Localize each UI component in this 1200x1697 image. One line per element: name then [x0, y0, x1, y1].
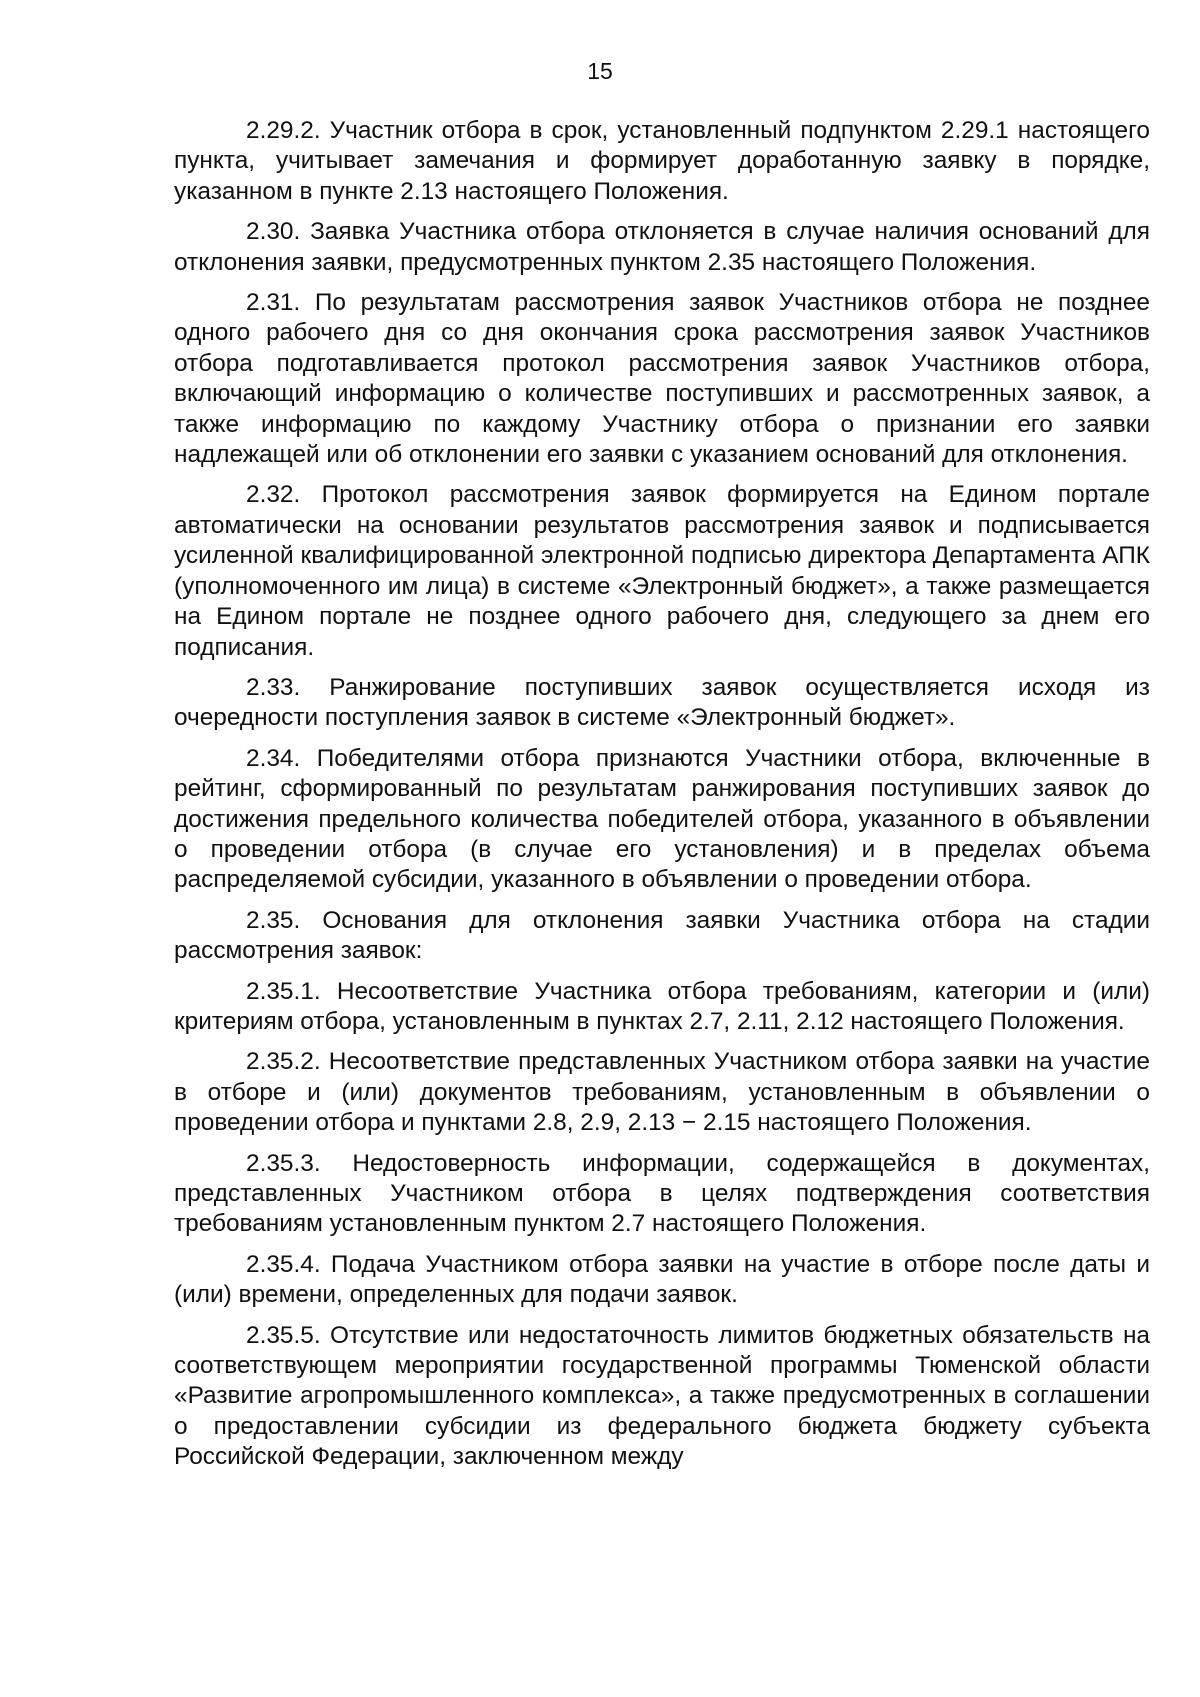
paragraph-2-30: 2.30. Заявка Участника отбора отклоняется в случае наличия оснований для отклонения заявки, предусмотренных пунктом 2.35 настоящего Положения. [174, 218, 1150, 276]
paragraph-2-29-2: 2.29.2. Участник отбора в срок, установленный подпунктом 2.29.1 настоящего пункта, учитывает замечания и формирует доработанную заявку в порядке, указанном в пункте 2.13 настоящего Положения. [174, 117, 1150, 205]
paragraph-2-35-1: 2.35.1. Несоответствие Участника отбора требованиям, категории и (или) критериям отбора, установленным в пунктах 2.7, 2.11, 2.12 настоящего Положения. [174, 977, 1150, 1035]
paragraph-2-35-2: 2.35.2. Несоответствие представленных Участником отбора заявки на участие в отборе и (или) документов требованиям, установленным в объявлении о проведении отбора и пунктами 2.8, 2.9, 2.13 − 2.15 настоящего Положения. [174, 1048, 1150, 1137]
paragraph-2-35-5: 2.35.5. Отсутствие или недостаточность лимитов бюджетных обязательств на соответствующем мероприятии государственной программы Тюменской области «Развитие агропромышленного комплекса», а также предусмотренных в соглашении о предоставлении субсидии из федерального бюджета бюджету субъекта Российской Федерации, заключенном между [174, 1321, 1150, 1471]
paragraph-2-31: 2.31. По результатам рассмотрения заявок Участников отбора не позднее одного рабочего дня со дня окончания срока рассмотрения заявок Участников отбора подготавливается протокол рассмотрения заявок Участников отбора, включающий информацию о количестве поступивших и рассмотренных заявок, а также информацию по каждому Участнику отбора о признании его заявки надлежащей или об отклонении его заявки с указанием оснований для отклонения. [174, 289, 1150, 469]
paragraph-2-35-4: 2.35.4. Подача Участником отбора заявки на участие в отборе после даты и (или) времени, определенных для подачи заявок. [174, 1250, 1150, 1309]
paragraph-2-35-3: 2.35.3. Недостоверность информации, содержащейся в документах, представленных Участником отбора в целях подтверждения соответствия требованиям установленным пунктом 2.7 настоящего Положения. [174, 1149, 1150, 1238]
paragraph-2-35: 2.35. Основания для отклонения заявки Участника отбора на стадии рассмотрения заявок: [174, 906, 1150, 965]
page-number: 15 [587, 58, 613, 84]
paragraph-2-32: 2.32. Протокол рассмотрения заявок формируется на Едином портале автоматически на основании результатов рассмотрения заявок и подписывается усиленной квалифицированной электронной подписью директора Департамента АПК (уполномоченного им лица) в системе «Электронный бюджет», а также размещается на Едином портале не позднее одного рабочего дня, следующего за днем его подписания. [174, 481, 1150, 661]
paragraph-2-33: 2.33. Ранжирование поступивших заявок осуществляется исходя из очередности поступления заявок в системе «Электронный бюджет». [174, 673, 1150, 732]
paragraph-2-34: 2.34. Победителями отбора признаются Участники отбора, включенные в рейтинг, сформированный по результатам ранжирования поступивших заявок до достижения предельного количества победителей отбора, указанного в объявлении о проведении отбора (в случае его установления) и в пределах объема распределяемой субсидии, указанного в объявлении о проведении отбора. [174, 744, 1150, 894]
document-body [174, 116, 1150, 1473]
